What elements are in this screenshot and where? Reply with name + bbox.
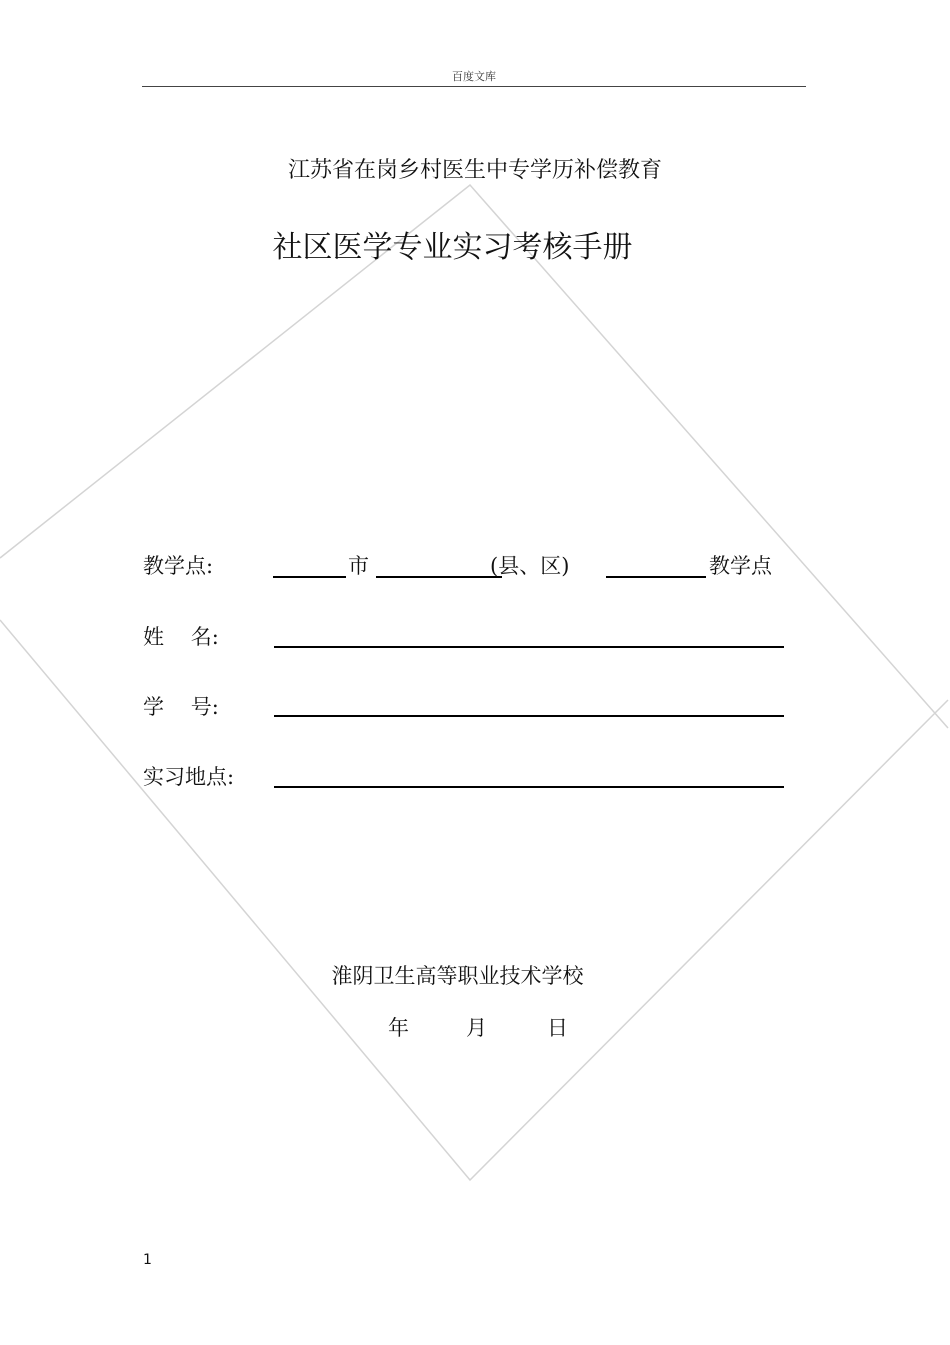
site-blank[interactable] xyxy=(606,576,706,578)
county-suffix: (县、区) xyxy=(490,554,570,578)
name-label: 姓 名: xyxy=(143,625,219,649)
document-subtitle: 江苏省在岗乡村医生中专学历补偿教育 xyxy=(287,158,662,183)
student-id-blank[interactable] xyxy=(274,715,784,717)
city-suffix: 市 xyxy=(348,554,369,578)
teaching-site-label: 教学点: xyxy=(143,554,214,578)
name-blank[interactable] xyxy=(274,646,784,648)
internship-location-label: 实习地点: xyxy=(143,765,235,789)
student-id-label: 学 号: xyxy=(143,695,219,719)
date-day: 日 xyxy=(547,1016,568,1040)
internship-location-blank[interactable] xyxy=(274,786,784,788)
document-title: 社区医学专业实习考核手册 xyxy=(272,230,633,265)
school-name: 淮阴卫生高等职业技术学校 xyxy=(331,964,584,988)
date-month: 月 xyxy=(466,1016,487,1040)
page-number: 1 xyxy=(143,1252,152,1268)
site-suffix: 教学点 xyxy=(709,554,772,578)
county-blank[interactable] xyxy=(376,576,502,578)
page-header: 百度文库 xyxy=(452,70,496,83)
header-divider xyxy=(142,86,806,87)
date-year: 年 xyxy=(388,1016,409,1040)
city-blank[interactable] xyxy=(273,576,346,578)
